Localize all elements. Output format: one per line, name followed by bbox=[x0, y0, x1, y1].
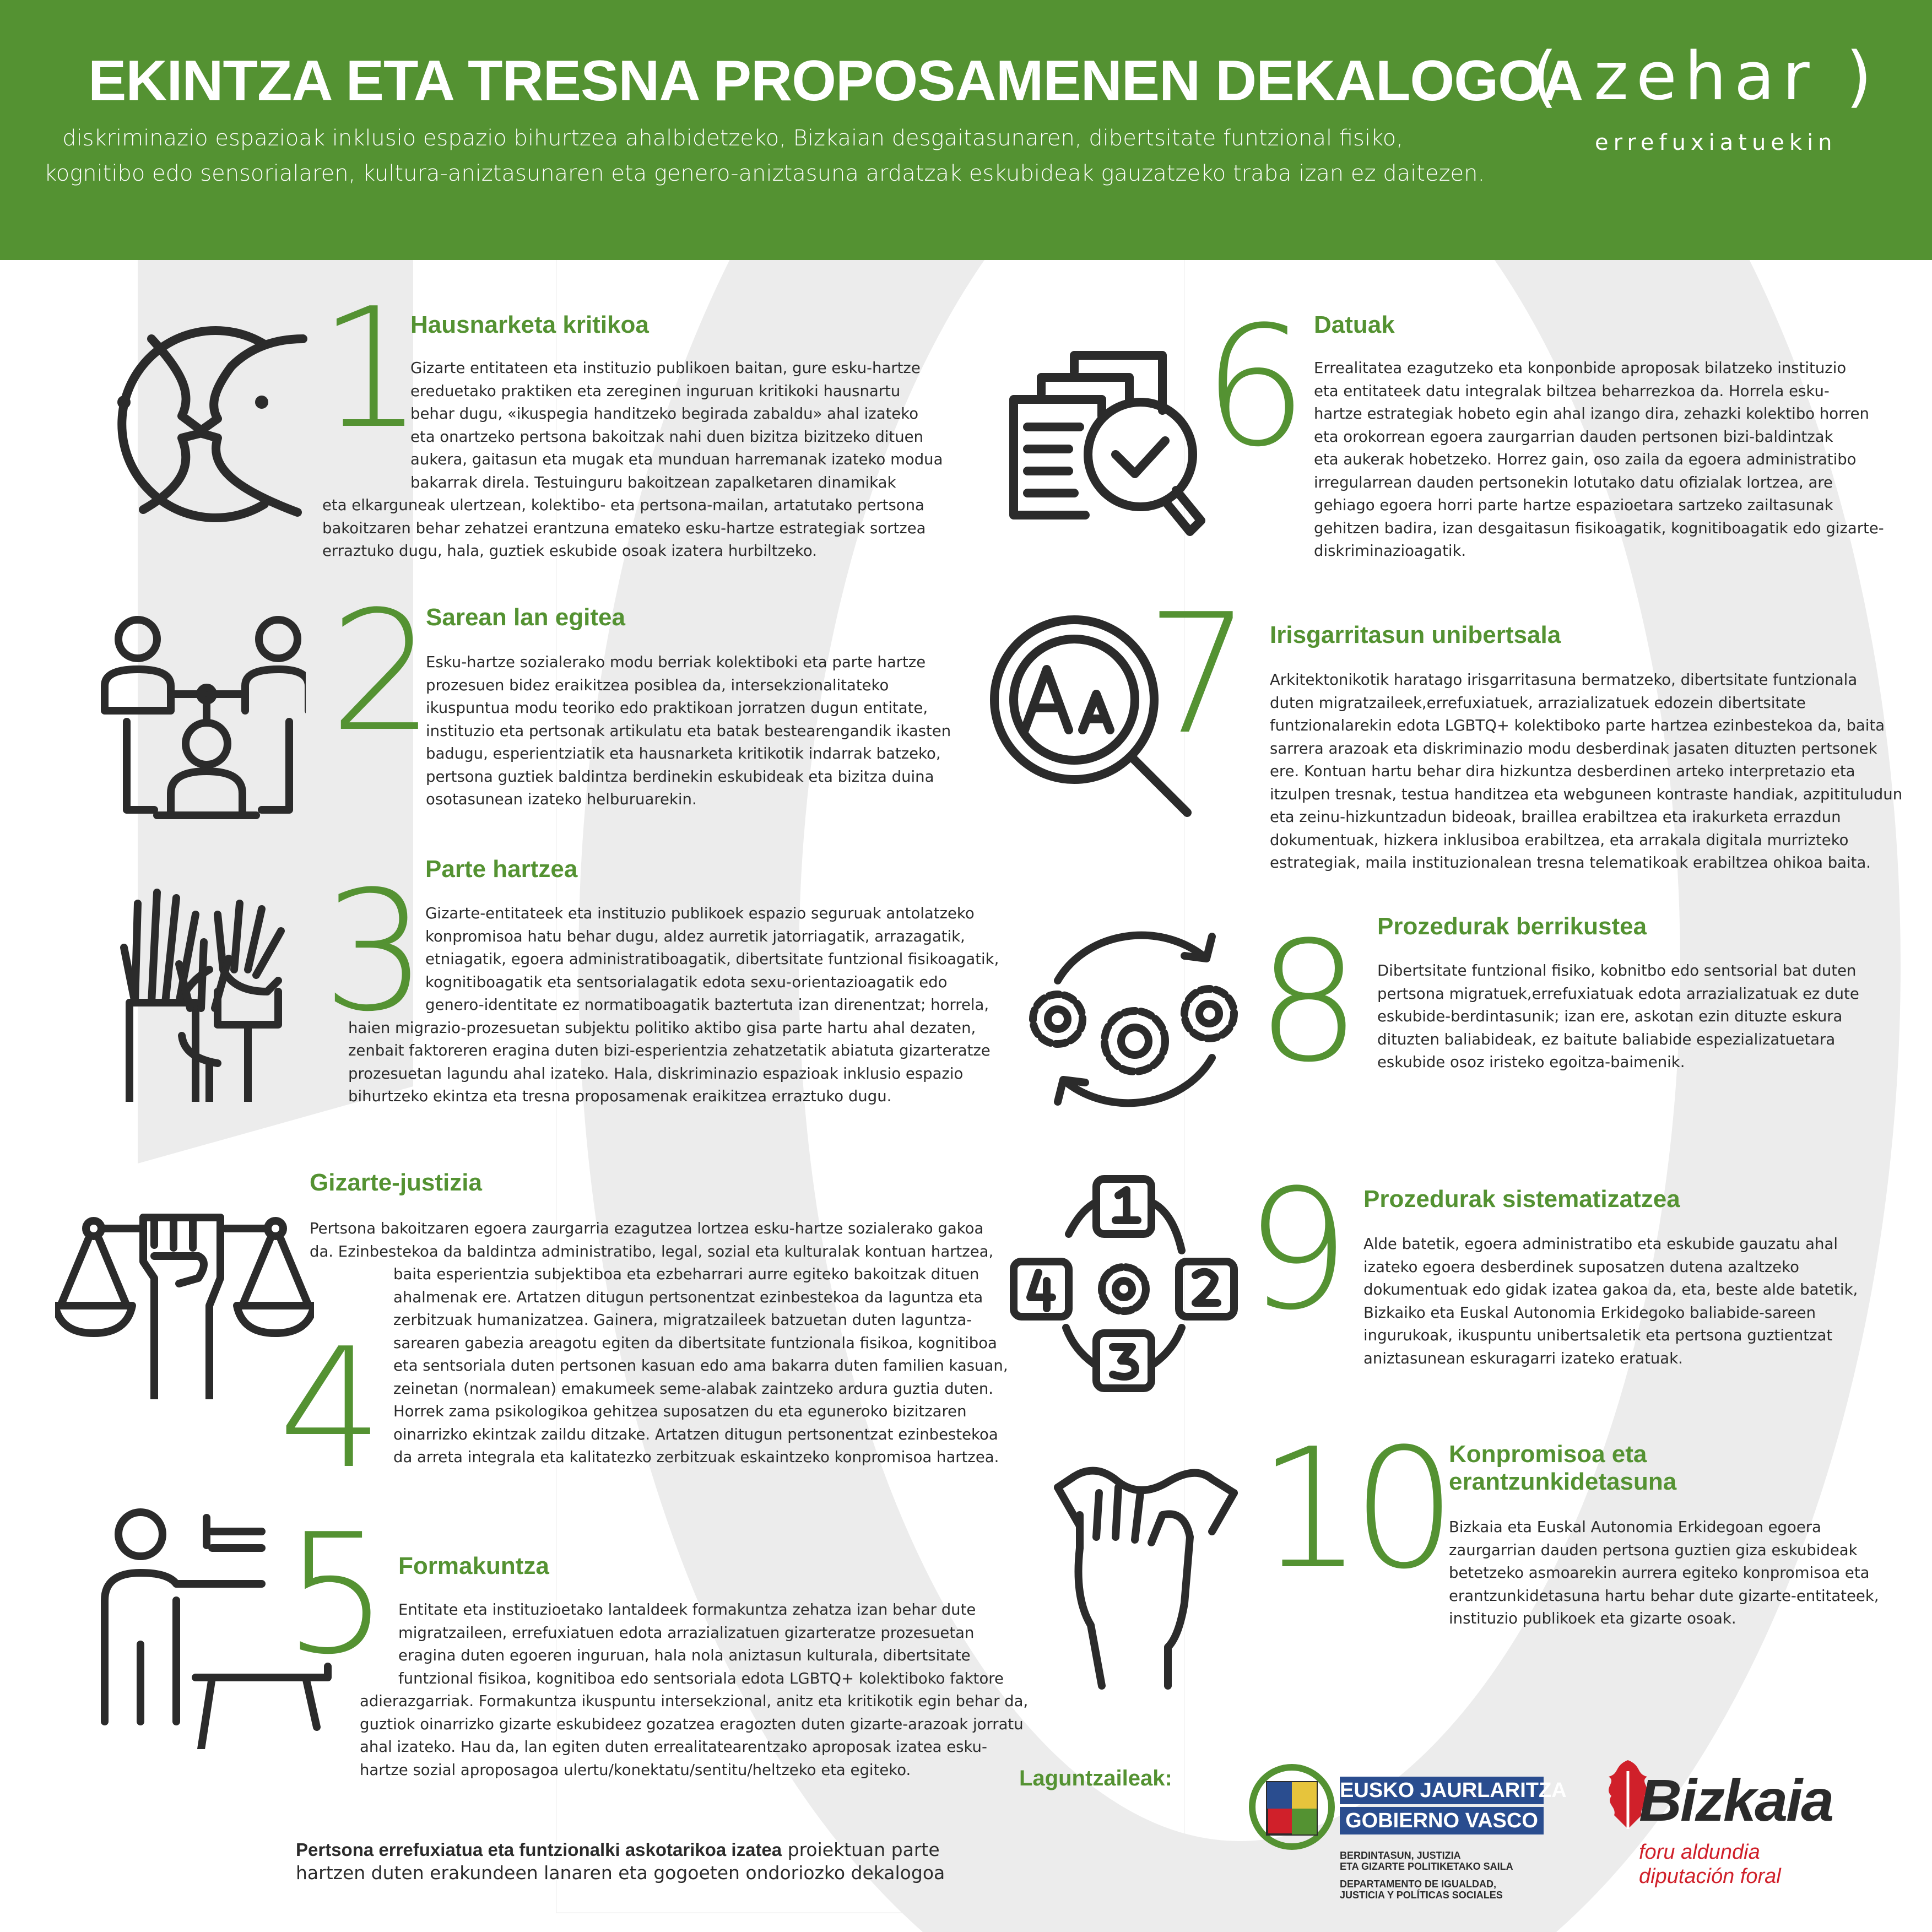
item-body: Errealitatea ezagutzeko eta konponbide aproposak bilatzeko instituzio eta entitateek datu integralak biltzea beharrezkoa da. Horrela esku- hartze estrategiak hobeto egin ahal izango dira, zehazki kolektibo horren eta orokorrean egoera zaurgarrian dauden pertsonen bizi-baldintzak eta aukerak hobetzeko. Horrez gain, oso zaila da egoera administratibo irregularrean dauden pertsonekin lotutako datu ofizialak lortzea, are gehiago egoera horri parte hartze espazioetara sartzeko zailtasunak gehitzen badira, izan desgaitasun fisikoagatik, kognitiboagatik edo gizarte- diskriminazioagatik. bbox=[1314, 359, 1884, 560]
item-number: 8 bbox=[1256, 906, 1361, 1098]
item-number: 10 bbox=[1258, 1413, 1446, 1605]
item-body: Esku-hartze sozialerako modu berriak kolektiboki eta parte hartze prozesuen bidez eraikitzea posiblea da, intersekzionalitateko ikuspuntua modu teoriko edo praktikoan jorratzen dugun entitate, instituzio eta pertsonak artikulatu eta batak bestearengandik ikasten badugu, esperientziatik eta hausnarketa kritikotik indarrak batzeko, pertsona guztiek baldintza berdinekin eskubideak eta bizitza duina osotasunean izateko helburuarekin. bbox=[426, 653, 951, 808]
bizkaia-name: Bizkaia bbox=[1639, 1767, 1833, 1833]
header-banner bbox=[0, 0, 1932, 260]
item-number: 3 bbox=[322, 856, 427, 1048]
page-title: EKINTZA ETA TRESNA PROPOSAMENEN DEKALOGOA bbox=[88, 49, 1583, 113]
item-body: Bizkaia eta Euskal Autonomia Erkidegoan egoera zaurgarrian dauden pertsona guztien giza eskubideak betetzeko asmoarekin aurrera egiteko konpromisoa eta erantzunkidetasuna hartu behar dute gizarte-entitateek, instituzio publikoek eta gizarte osoak. bbox=[1449, 1518, 1879, 1627]
joined-hands-icon bbox=[1047, 1460, 1245, 1691]
zehar-logo: ( zehar ) bbox=[1531, 39, 1880, 115]
item-body: Gizarte-entitateek eta instituzio publikoek espazio seguruak antolatzeko konpromisoa hatu behar dugu, aldez aurretik jatorriagatik, arrazagatik, etniagatik, egoera administratiboagatik, dibertsitate funtzional fisikoagatik, kognitiboagatik eta sentsorialagatik edota sexu-orientazioagatik edo genero-identitate ez normatiboagatik baztertuta izan direnentzat; horrela, haien migrazio-prozesuetan subjektu politiko aktibo gisa parte hartu ahal dezaten, zenbait faktoreren eragina duten bizi-esperientzia zehatzetatik abiatuta gizarteratze prozesuetan lagundu ahal izateko. Hala, diskriminazio espazioak inklusio espazio bihurtzeko ekintza eta tresna proposamenak eraikitzea erraztuko dugu. bbox=[348, 905, 999, 1105]
eusko-jaurlaritza-name: EUSKO JAURLARITZA bbox=[1340, 1777, 1544, 1804]
item-title: Gizarte-justizia bbox=[310, 1169, 482, 1196]
item-number: 7 bbox=[1146, 578, 1251, 771]
item-body: Alde batetik, egoera administratibo eta eskubide gauzatu ahal izateko egoera desberdinek suposatzen dutena azaltzeko dokumentuak edo gidak izatea gakoa da, eta, beste alde batetik, Bizkaiko eta Euskal Autonomia Erkidegoko baliabide-sareen ingurukoak, ikuspuntu unibertsaletik eta pertsona guztientzat aniztasunean eskuragarri izateko eratuak. bbox=[1363, 1235, 1858, 1367]
item-body: Pertsona bakoitzaren egoera zaurgarria ezagutzea lortzea esku-hartze sozialerako gakoa da. Ezinbestekoa da baldintza administratibo, legal, sozial eta kulturalak kontuan hartzea, baita esperientzia subjektiboa eta ezbeharrari aurre egiteko bakoitzak dituen ahalmenak ere. Artatzen ditugun pertsonentzat ezinbestekoa da laguntza eta zerbitzuak humanizatzea. Gainera, migratzaileek batzuetan duten laguntza- sarearen gabezia areagotu egiten da dibertsitate funtzionala fisikoa, kognitiboa eta sentsoriala duten pertsonen kasuan edo ama bakarra duten familien kasuan, zeinetan (normalean) emakumeek seme-alabak zaintzeko ardura guztia duten. Horrek zama psikologikoa gehitzea suposatzen du eta eguneroko bizitzaren oinarrizko ekintzak zaildu ditzake. Artatzen ditugun pertsonentzat ezinbestekoa da arreta integrala eta kalitatezko zerbitzuak eskaintzeko konpromisoa hartzea. bbox=[310, 1220, 1008, 1466]
item-title: Prozedurak berrikustea bbox=[1377, 913, 1647, 940]
item-number: 6 bbox=[1203, 291, 1308, 483]
item-number: 9 bbox=[1245, 1154, 1350, 1346]
documents-magnifier-icon bbox=[992, 344, 1212, 548]
item-number: 5 bbox=[284, 1498, 389, 1691]
faces-dialogue-icon bbox=[99, 322, 320, 532]
item-body: Entitate eta instituzioetako lantaldeek formakuntza zehatza izan behar dute migratzaileen, errefuxiatuen edota arrazializatuen gizarteratze prozesuetan eragina duten egoeren inguruan, hala nola aniztasun kulturala, dibertsitate funtzional fisikoa, kognitiboa edo sentsoriala edota LGBTQ+ kolektiboko faktore adierazgarriak. Formakuntza ikuspuntu intersekzional, anitz eta kritikotik egin behar da, guztiok oinarrizko gizarte eskubideez gozatzea eragozten duten gizarte-arazoak jorratu ahal izateko. Hau da, lan egiten duten errealitatearentzako aproposak izatea esku- hartze sozial aproposagoa ulertu/konektatu/sentitu/heltzeko eta egiteko. bbox=[360, 1601, 1029, 1779]
gears-cycle-icon bbox=[1019, 926, 1251, 1113]
item-body: Arkitektonikotik haratago irisgarritasuna bermatzeko, dibertsitate funtzionala duten migratzaileek,errefuxiatuek, arrazializatuek edozein dibertsitate funtzionalarekin edota LGBTQ+ kolektiboko parte hartzea ezinbestekoa da, baita sarrera arazoak eta diskriminazio modu desberdinak jasaten dituzten pertsonek ere. Kontuan hartu behar dira hizkuntza desberdinen arteko interpretazio eta itzulpen tresnak, testua handitzea eta webguneen kontraste handiak, azpitituludun eta zeinu-hizkuntzadun bideoak, braillea erabiltzea eta irakurketa errazdun dokumentuak, hizkera inklusiboa erabiltzea, eta arrakala digitala murrizteko estrategiak, maila instituzionalean tresna telematikoak erabiltzea ohikoa baita. bbox=[1270, 671, 1903, 872]
eusko-department-es: DEPARTAMENTO DE IGUALDAD, JUSTICIA Y POLÍTICAS SOCIALES bbox=[1340, 1879, 1503, 1901]
page-subtitle-line2: kognitibo edo sensorialaren, kultura-aniztasunaren eta genero-aniztasuna ardatzak eskubideak gauzatzeko traba izan ez daitezen. bbox=[44, 161, 1485, 186]
process-steps-icon bbox=[1008, 1173, 1240, 1394]
item-title: Datuak bbox=[1314, 311, 1395, 338]
item-title: Formakuntza bbox=[398, 1552, 549, 1579]
item-number: 2 bbox=[329, 576, 435, 768]
item-title: Hausnarketa kritikoa bbox=[410, 311, 649, 338]
page-subtitle-line1: diskriminazio espazioak inklusio espazio bihurtzea ahalbidetzeko, Bizkaian desgaitasunaren, dibertsitate funtzional fisiko, bbox=[62, 126, 1403, 151]
item-title-line1: Konpromisoa eta bbox=[1449, 1441, 1647, 1468]
network-people-icon bbox=[96, 611, 306, 837]
eusko-department-eu: BERDINTASUN, JUSTIZIA ETA GIZARTE POLITIKETAKO SAILA bbox=[1340, 1850, 1513, 1872]
gobierno-vasco-name: GOBIERNO VASCO bbox=[1340, 1807, 1544, 1834]
raised-hands-icon bbox=[113, 881, 300, 1102]
item-body: Dibertsitate funtzional fisiko, kobnitbo edo sentsorial bat duten pertsona migratuek,errefuxiatuak edota arrazializatuak ez dute eskubide-berdintasunik; izan ere, askotan ezin dituzte eskura dituzten baliabideak, ez baitute baliabide espezializatuetara eskubide osoz iristeko egoitza-baimenik. bbox=[1377, 962, 1859, 1071]
item-title: Irisgarritasun unibertsala bbox=[1270, 621, 1561, 648]
item-body: Gizarte entitateen eta instituzio publikoen baitan, gure esku-hartze ereduetako praktiken eta zereginen inguruan kritikoki hausnartu behar dugu, «ikuspegia handitzeko begirada zabaldu» ahal izateko eta onartzeko pertsona bakoitzak nahi duen bizitza bizitzeko dituen aukera, gaitasun eta mugak eta munduan harremanak izateko modua bakarrak direla. Testuinguru bakoitzean zapalketaren dinamikak eta elkarguneak ulertzean, kolektibo- eta pertsona-mailan, artatutako pertsona bakoitzaren behar zehatzei erantzuna emateko esku-hartze estrategiak sortzea erraztuko dugu, hala, guztiek eskubide osoak izatera hurbiltzeko. bbox=[322, 359, 943, 560]
scales-fist-icon bbox=[55, 1195, 314, 1399]
item-title-line2: erantzunkidetasuna bbox=[1449, 1468, 1677, 1495]
item-title: Prozedurak sistematizatzea bbox=[1363, 1186, 1680, 1213]
item-title: Parte hartzea bbox=[425, 856, 578, 883]
sponsors-label: Laguntzaileak: bbox=[1019, 1766, 1172, 1790]
item-number: 1 bbox=[318, 273, 424, 465]
eusko-jaurlaritza-logo bbox=[1242, 1763, 1341, 1851]
footer-note: Pertsona errefuxiatua eta funtzionalki askotarikoa izatea proiektuan parte hartzen duten erakundeen lanaren eta gogoeten ondoriozko dekalogoa bbox=[296, 1839, 945, 1884]
bizkaia-subtitle: foru aldundia diputación foral bbox=[1639, 1841, 1781, 1888]
zehar-logo-subtitle: errefuxiatuekin bbox=[1595, 130, 1837, 155]
item-number: 4 bbox=[278, 1313, 383, 1505]
item-title: Sarean lan egitea bbox=[426, 604, 625, 631]
